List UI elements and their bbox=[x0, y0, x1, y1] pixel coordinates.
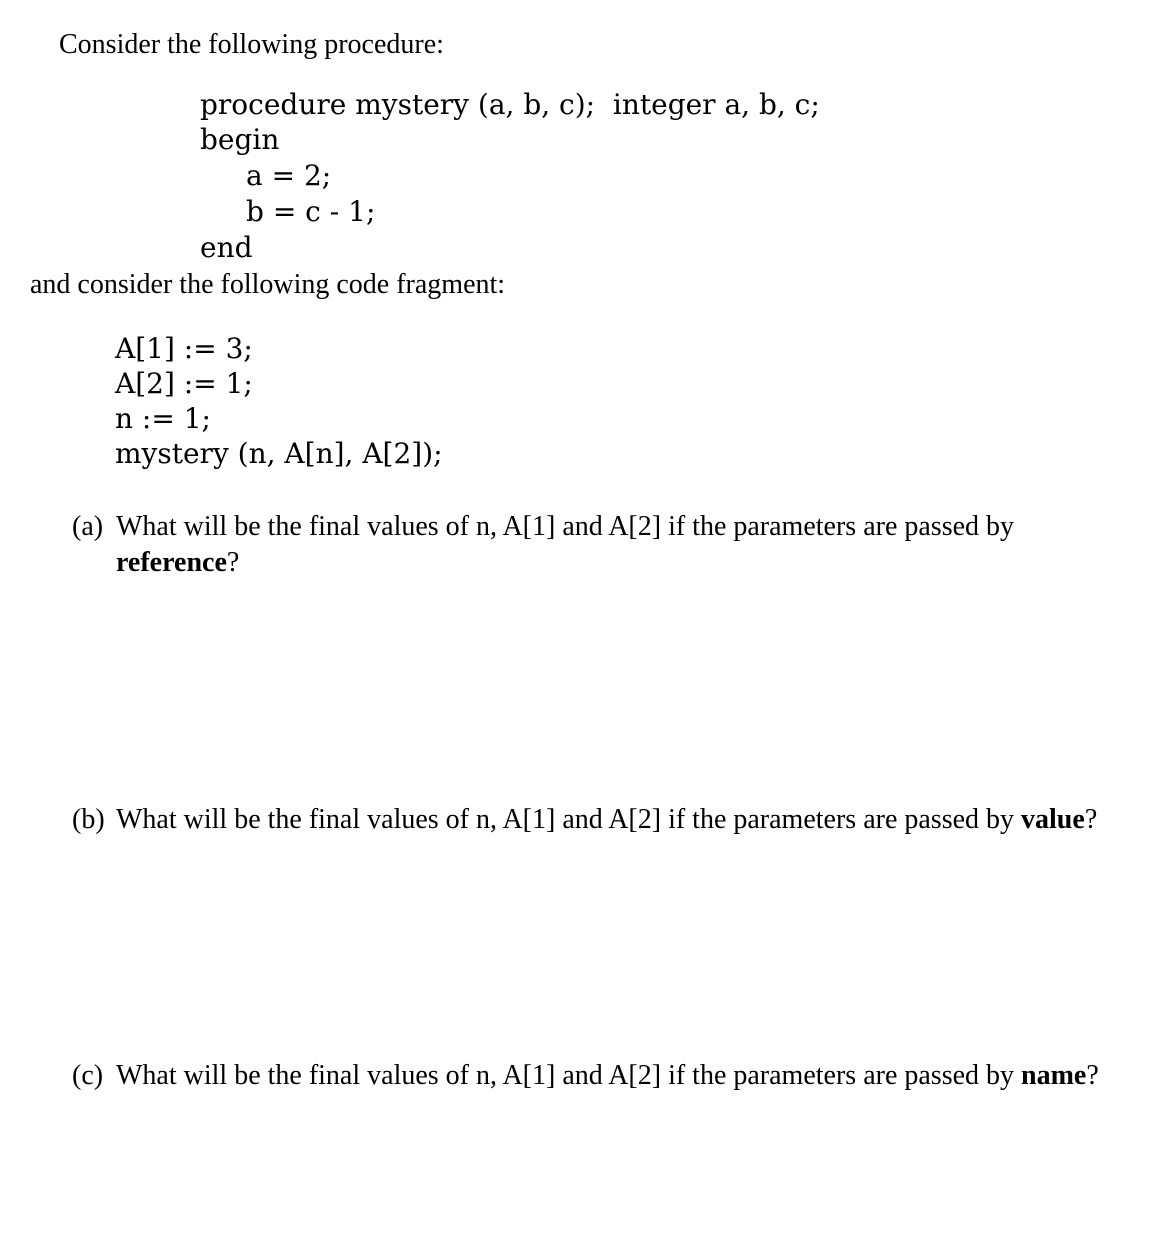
question-c-keyword: name bbox=[1021, 1060, 1087, 1091]
procedure-line-2: b = c - 1; bbox=[246, 195, 376, 228]
question-b-keyword: value bbox=[1021, 804, 1085, 835]
procedure-begin: begin bbox=[200, 123, 280, 156]
fragment-line-3: n := 1; bbox=[115, 402, 211, 435]
question-a-label: (a) bbox=[72, 511, 104, 542]
procedure-header: procedure mystery (a, b, c); integer a, b, c; bbox=[200, 88, 820, 121]
question-a-suffix: ? bbox=[226, 547, 240, 578]
question-a-keyword: reference bbox=[116, 547, 227, 578]
intro-text: Consider the following procedure: bbox=[59, 29, 444, 60]
question-b-line bbox=[116, 803, 1097, 837]
question-b-suffix: ? bbox=[1084, 804, 1098, 835]
question-a-line-2 bbox=[116, 546, 239, 580]
transition-text: and consider the following code fragment: bbox=[30, 269, 506, 300]
question-c-text: What will be the final values of n, A[1] and A[2] if the parameters are passed by bbox=[116, 1060, 1022, 1091]
question-c-suffix: ? bbox=[1086, 1060, 1099, 1091]
question-c-label: (c) bbox=[72, 1060, 104, 1091]
fragment-line-2: A[2] := 1; bbox=[115, 367, 253, 400]
question-c-line bbox=[116, 1059, 1099, 1093]
procedure-line-1: a = 2; bbox=[246, 159, 332, 192]
fragment-line-1: A[1] := 3; bbox=[115, 332, 253, 365]
question-b-text: What will be the final values of n, A[1] and A[2] if the parameters are passed by bbox=[116, 804, 1022, 835]
question-a-text: What will be the final values of n, A[1] and A[2] if the parameters are passed by bbox=[116, 511, 1015, 542]
question-b-label: (b) bbox=[72, 804, 105, 835]
fragment-line-4: mystery (n, A[n], A[2]); bbox=[115, 437, 443, 470]
procedure-end: end bbox=[200, 231, 253, 264]
